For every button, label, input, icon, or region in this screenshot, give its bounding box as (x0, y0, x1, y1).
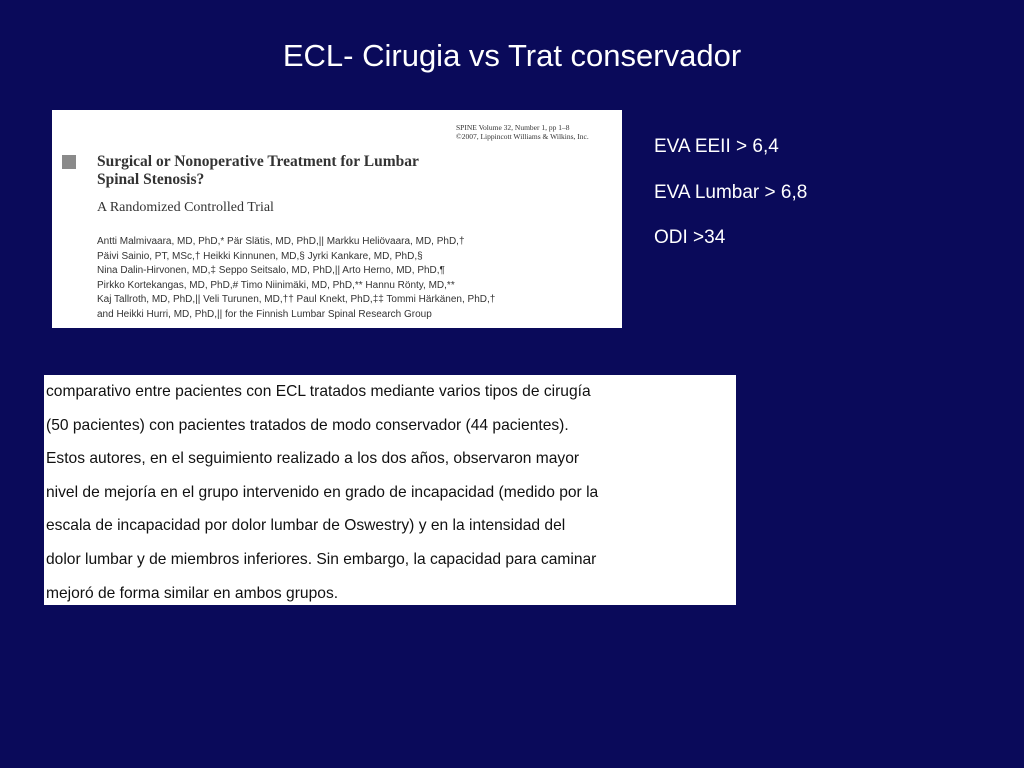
excerpt-line: escala de incapacidad por dolor lumbar de Oswestry) y en la intensidad del (46, 517, 566, 535)
journal-citation-line-1: SPINE Volume 32, Number 1, pp 1–8 (456, 123, 570, 132)
slide-title: ECL- Cirugia vs Trat conservador (282, 38, 742, 73)
excerpt-line: dolor lumbar y de miembros inferiores. Sin embargo, la capacidad para caminar (46, 550, 597, 568)
author-line: Päivi Sainio, PT, MSc,† Heikki Kinnunen, MD,§ Jyrki Kankare, MD, PhD,§ (97, 250, 423, 262)
paper-heading-line-1: Surgical or Nonoperative Treatment for Lumbar (97, 153, 419, 170)
author-line: Kaj Tallroth, MD, PhD,|| Veli Turunen, MD,†† Paul Knekt, PhD,‡‡ Tommi Härkänen, PhD,† (97, 294, 496, 305)
criteria-item-odi: ODI >34 (654, 227, 726, 248)
excerpt-line: comparativo entre pacientes con ECL tratados mediante varios tipos de cirugía (46, 383, 591, 400)
paper-subtitle: A Randomized Controlled Trial (97, 200, 274, 215)
paper-heading-line-2: Spinal Stenosis? (97, 171, 205, 188)
paper-authors (97, 235, 612, 322)
journal-citation-line-2: ©2007, Lippincott Williams & Wilkins, Inc. (456, 132, 589, 141)
inclusion-criteria-list (654, 134, 807, 271)
author-line: Pirkko Kortekangas, MD, PhD,# Timo Niinimäki, MD, PhD,** Hannu Rönty, MD,** (97, 279, 455, 291)
excerpt-line: nivel de mejoría en el grupo intervenido en grado de incapacidad (medido por la (46, 483, 599, 501)
paper-title-image (52, 110, 622, 328)
criteria-item-eva-lumbar: EVA Lumbar > 6,8 (654, 181, 808, 203)
paper-heading (97, 153, 597, 189)
excerpt-line: Estos autores, en el seguimiento realizado a los dos años, observaron mayor (46, 450, 580, 468)
excerpt-line: mejoró de forma similar en ambos grupos. (46, 584, 339, 602)
author-line: Antti Malmivaara, MD, PhD,* Pär Slätis, MD, PhD,|| Markku Heliövaara, MD, PhD,† (97, 236, 465, 247)
square-bullet-icon (62, 155, 76, 169)
author-line: Nina Dalin-Hirvonen, MD,‡ Seppo Seitsalo, MD, PhD,|| Arto Herno, MD, PhD,¶ (97, 265, 445, 276)
excerpt-line: (50 pacientes) con pacientes tratados de modo conservador (44 pacientes). (46, 416, 569, 434)
excerpt-text-box (44, 375, 736, 605)
author-line: and Heikki Hurri, MD, PhD,|| for the Finnish Lumbar Spinal Research Group (97, 308, 432, 320)
criteria-item-eva-eeii: EVA EEII > 6,4 (654, 136, 779, 157)
